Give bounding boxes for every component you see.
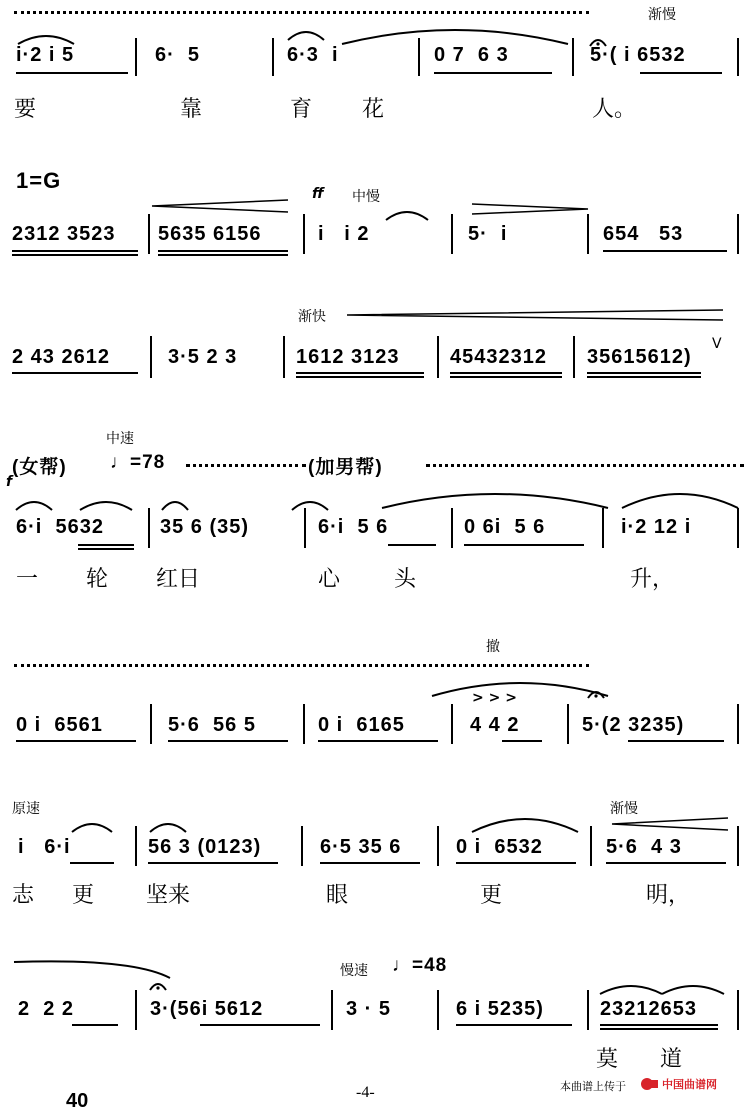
tempo-bpm: ♩=78 (110, 452, 166, 473)
underline (12, 254, 138, 256)
corner-number: 40 (66, 1090, 89, 1112)
measure-1: 2 2 2 (18, 998, 75, 1020)
measure-3: 0 i 6165 (318, 714, 405, 736)
underline (320, 862, 420, 864)
barline (573, 336, 575, 378)
slur-icon (286, 26, 326, 42)
tie-icon (470, 810, 580, 834)
site-logo[interactable] (640, 1076, 717, 1092)
barline (150, 336, 152, 378)
tempo-mark: 中慢 (352, 189, 380, 205)
barline (567, 704, 569, 744)
measure-1: 2312 3523 (12, 223, 116, 245)
dynamic-f: f (6, 474, 13, 490)
accent-marks: > > > (472, 690, 517, 706)
underline (450, 376, 562, 378)
tie-icon (12, 958, 172, 980)
tie-icon (620, 484, 740, 510)
underline (388, 544, 436, 546)
underline (464, 544, 584, 546)
barline (451, 704, 453, 744)
barline (148, 214, 150, 254)
barline (301, 826, 303, 866)
underline (12, 372, 138, 374)
measure-3: i i 2 (318, 223, 370, 245)
lyric: 一 (16, 567, 39, 592)
tempo-mark: 渐快 (298, 309, 326, 325)
underline (158, 254, 288, 256)
barline (737, 214, 739, 254)
slur-icon (384, 206, 430, 222)
lyric: 育 (290, 97, 313, 122)
measure-3: 6·3 i (287, 44, 339, 66)
measure-2: 6· 5 (155, 44, 201, 66)
measure-4: 4 4 2 (470, 714, 520, 736)
measure-3: 6·i 5 6 (318, 516, 389, 538)
underline (12, 250, 138, 252)
decrescendo-icon (470, 202, 590, 216)
underline (628, 740, 724, 742)
measure-5: 654 53 (603, 223, 684, 245)
underline (603, 250, 727, 252)
lyric: 心 (318, 567, 341, 592)
measure-5: 35615612) (587, 346, 692, 368)
measure-2: 3·(56i 5612 (150, 998, 264, 1020)
tempo-mark: 中速 (106, 431, 134, 447)
underline (434, 72, 552, 74)
measure-4: 6 i 5235) (456, 998, 544, 1020)
underline (168, 740, 288, 742)
underline (587, 376, 701, 378)
barline (135, 990, 137, 1030)
underline (450, 372, 562, 374)
tie-icon (430, 672, 610, 698)
barline (737, 38, 739, 76)
tempo-bpm: ♩=48 (392, 955, 448, 976)
barline (437, 826, 439, 866)
underline (456, 862, 576, 864)
articulation-mark: 撤 (486, 639, 500, 655)
measure-4: 0 7 6 3 (434, 44, 509, 66)
crescendo-icon (610, 816, 730, 832)
lyric: 明， (646, 883, 691, 908)
barline (451, 214, 453, 254)
lyric: 要 (14, 97, 37, 122)
underline (606, 862, 726, 864)
lyric: 道 (660, 1047, 683, 1072)
barline (737, 508, 739, 548)
barline (150, 704, 152, 744)
slur-icon (78, 496, 134, 512)
tempo-mark: 慢速 (340, 963, 368, 979)
underline (502, 740, 542, 742)
fermata-icon (148, 978, 168, 992)
crescendo-icon (150, 198, 290, 214)
barline (587, 214, 589, 254)
measure-2: 35 6 (35) (160, 516, 250, 538)
barline (590, 826, 592, 866)
underline (78, 544, 134, 546)
lyric: 眼 (326, 883, 349, 908)
underline (587, 372, 701, 374)
dynamic-mark: 渐慢 (648, 7, 676, 23)
measure-4: 5· i (468, 223, 508, 245)
measure-1: 2 43 2612 (12, 346, 110, 368)
upload-note: 本曲谱上传于 (560, 1080, 626, 1093)
slur-icon (148, 818, 188, 834)
dotted-line (426, 464, 744, 467)
barline (587, 990, 589, 1030)
logo-icon (640, 1077, 660, 1091)
lyric: 更 (480, 883, 503, 908)
underline (16, 740, 136, 742)
dotted-line (14, 664, 589, 667)
measure-5: 5·( i 6532 (590, 44, 686, 66)
barline (737, 826, 739, 866)
part-label-male: (加男帮) (308, 457, 383, 478)
underline (148, 862, 278, 864)
measure-1: 6·i 5632 (16, 516, 104, 538)
tie-icon (340, 22, 570, 46)
measure-2: 3·5 2 3 (168, 346, 238, 368)
measure-4: 0 i 6532 (456, 836, 543, 858)
barline (148, 508, 150, 548)
slur-icon (290, 496, 330, 512)
barline (437, 990, 439, 1030)
measure-2: 56 3 (0123) (148, 836, 262, 858)
lyric: 头 (394, 567, 417, 592)
barline (331, 990, 333, 1030)
lyric: 莫 (596, 1047, 619, 1072)
lyric: 轮 (86, 567, 109, 592)
measure-2: 5·6 56 5 (168, 714, 256, 736)
barline (304, 508, 306, 548)
underline (16, 72, 128, 74)
underline (70, 862, 114, 864)
measure-4: 45432312 (450, 346, 547, 368)
barline (602, 508, 604, 548)
dynamic-ff: ff (312, 186, 324, 202)
lyric: 靠 (180, 97, 203, 122)
slur-icon (660, 980, 726, 996)
underline (640, 72, 722, 74)
barline (437, 336, 439, 378)
tempo-mark: 渐慢 (610, 801, 638, 817)
barline (272, 38, 274, 76)
slur-icon (70, 818, 114, 834)
lyric: 人。 (592, 97, 637, 122)
barline (135, 826, 137, 866)
measure-5: 5·(2 3235) (582, 714, 685, 736)
measure-5: 23212653 (600, 998, 697, 1020)
measure-2: 5635 6156 (158, 223, 262, 245)
measure-1: i 6·i (18, 836, 71, 858)
key-signature: 1=G (16, 168, 62, 193)
barline (283, 336, 285, 378)
measure-3: 3 · 5 (346, 998, 392, 1020)
tempo-mark: 原速 (12, 801, 40, 817)
barline (135, 38, 137, 76)
measure-1: 0 i 6561 (16, 714, 103, 736)
underline (600, 1024, 718, 1026)
underline (200, 1024, 320, 1026)
underline (296, 372, 424, 374)
lyric: 志 (12, 883, 35, 908)
barline (303, 214, 305, 254)
barline (737, 990, 739, 1030)
underline (456, 1024, 572, 1026)
slur-icon (160, 496, 190, 512)
barline (737, 704, 739, 744)
part-label-female: (女帮) (12, 457, 67, 478)
slur-icon (14, 496, 54, 512)
underline (296, 376, 424, 378)
underline (158, 250, 288, 252)
lyric: 坚来 (146, 883, 191, 908)
underline (78, 548, 134, 550)
underline (600, 1028, 718, 1030)
page-number: -4- (356, 1084, 375, 1101)
dotted-line (186, 464, 306, 467)
tie-icon (380, 484, 610, 510)
lyric: 红日 (156, 567, 201, 592)
crescendo-icon (345, 308, 725, 322)
measure-5: i·2 12 i (621, 516, 692, 538)
measure-4: 0 6i 5 6 (464, 516, 546, 538)
lyric: 花 (362, 97, 385, 122)
measure-3: 6·5 35 6 (320, 836, 402, 858)
lyric: 升， (630, 567, 675, 592)
site-logo-label: 中国曲谱网 (662, 1078, 717, 1091)
breath-mark: V (712, 336, 722, 352)
dotted-line (14, 11, 589, 14)
fermata-icon (586, 686, 606, 700)
lyric: 更 (72, 883, 95, 908)
measure-3: 1612 3123 (296, 346, 400, 368)
barline (418, 38, 420, 76)
underline (318, 740, 438, 742)
measure-1: i·2 i 5 (16, 44, 75, 66)
slur-icon (598, 980, 664, 996)
underline (72, 1024, 118, 1026)
measure-5: 5·6 4 3 (606, 836, 682, 858)
barline (303, 704, 305, 744)
barline (572, 38, 574, 76)
barline (451, 508, 453, 548)
